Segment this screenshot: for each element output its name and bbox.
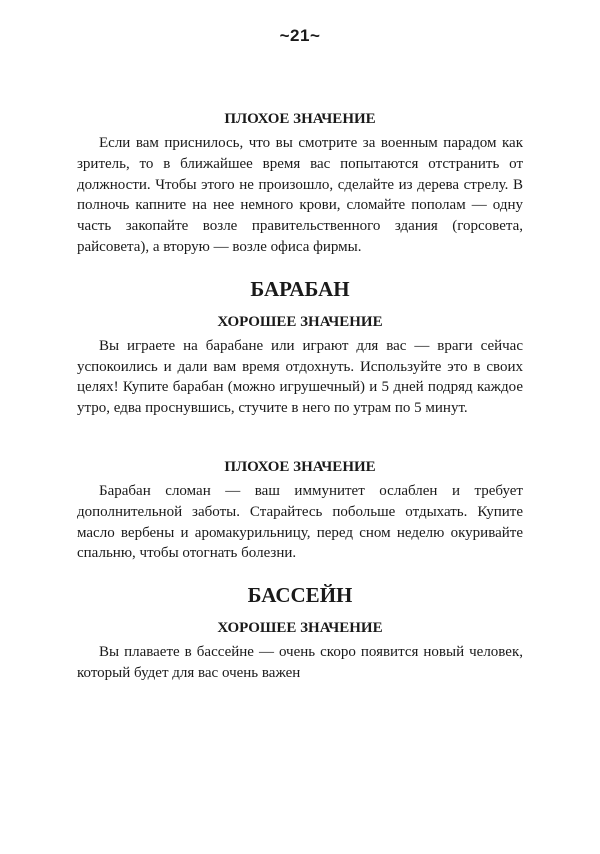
section-heading-bad-meaning: ПЛОХОЕ ЗНАЧЕНИЕ — [224, 111, 376, 127]
entry-title-drum: БАРАБАН — [250, 276, 350, 301]
paragraph-drum-bad: Барабан сломан — ваш иммунитет ослаблен и требует дополнительной заботы. Старайтесь побольше отдыхать. Купите масло вербены и аромакурильницу, перед сном неделю окуривайте спальню, чтобы отогнать болезни. — [77, 482, 523, 562]
paragraph-drum-good: Вы играете на барабане или играют для вас — враги сейчас успокоились и дали вам время отдохнуть. Используйте это в своих целях! Купите барабан (можно игрушечный) и 5 дней подряд каждое утро, едва проснувшись, стучите в него по утрам по 5 минут. — [77, 337, 523, 417]
section-heading-good-meaning: ХОРОШЕЕ ЗНАЧЕНИЕ — [217, 620, 383, 637]
page-content — [77, 109, 523, 684]
entry-title-pool: БАССЕЙН — [247, 583, 353, 608]
paragraph-pool-good: Вы плаваете в бассейне — очень скоро появится новый человек, который будет для вас очень важен — [77, 644, 523, 681]
paragraph-parade-bad: Если вам приснилось, что вы смотрите за военным парадом как зритель, то в ближайшее время вас попытаются отстранить от должности. Чтобы этого не произошло, сделайте из дерева стрелу. В полночь капните на нее немного крови, сломайте пополам — одну часть закопайте возле правительственного здания (горсовета, райсовета), а вторую — возле офиса фирмы. — [77, 135, 523, 255]
page-number: ~21~ — [279, 26, 321, 45]
section-heading-good-meaning: ХОРОШЕЕ ЗНАЧЕНИЕ — [217, 313, 383, 330]
section-heading-bad-meaning: ПЛОХОЕ ЗНАЧЕНИЕ — [224, 458, 376, 475]
